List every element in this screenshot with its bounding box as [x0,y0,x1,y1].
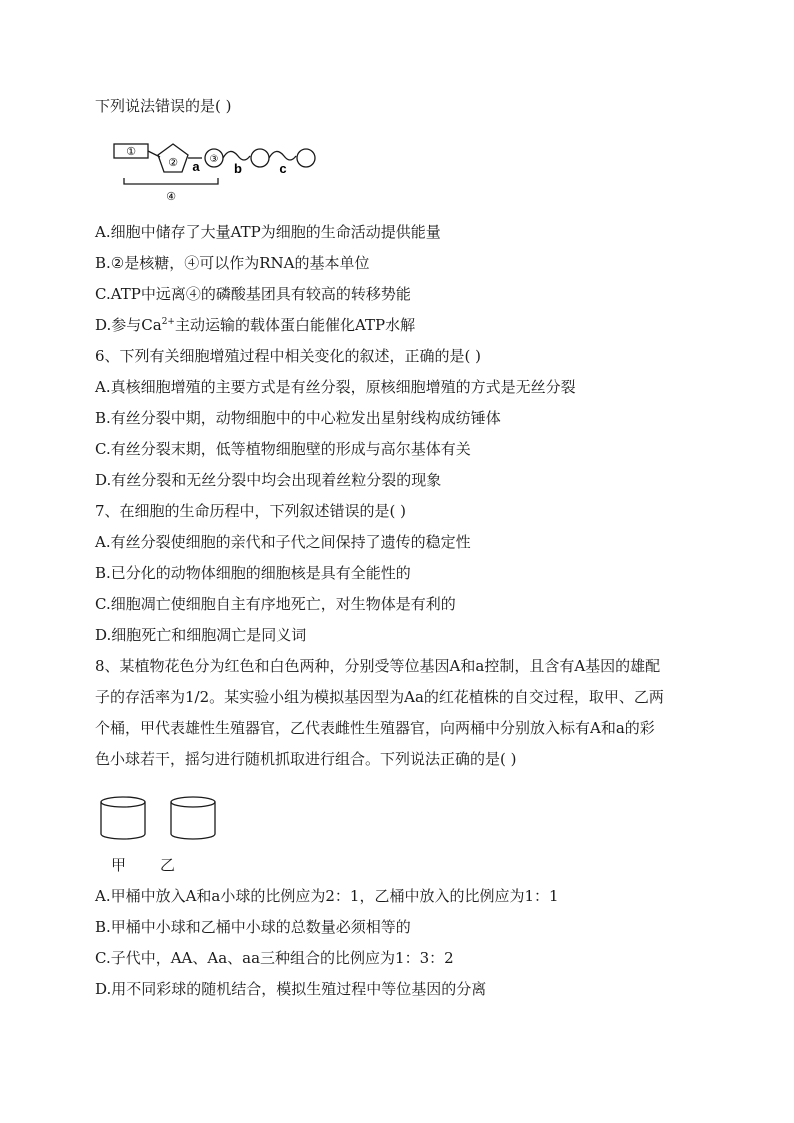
phosphate-circle-2 [251,149,269,167]
q7-option-a: A.有丝分裂使细胞的亲代和子代之间保持了遗传的稳定性 [95,533,471,551]
label-b: b [234,161,242,176]
label-1: ① [126,146,136,158]
q8-stem-line-1: 8、某植物花色分为红色和白色两种，分别受等位基因A和a控制，且含有A基因的雄配 [95,657,661,675]
q5-option-d-sup: 2+ [161,317,175,327]
label-c: c [279,161,287,176]
q7-option-c: C.细胞凋亡使细胞自主有序地死亡，对生物体是有利的 [95,595,456,613]
atp-structure-figure [110,138,320,208]
q5-option-d-pre: D.参与Ca [95,316,162,334]
phosphate-circle-3 [297,149,315,167]
q6-option-a: A.真核细胞增殖的主要方式是有丝分裂，原核细胞增殖的方式是无丝分裂 [95,378,576,396]
q7-option-d: D.细胞死亡和细胞凋亡是同义词 [95,626,307,644]
q7-option-b: B.已分化的动物体细胞的细胞核是具有全能性的 [95,564,411,582]
q7-stem: 7、在细胞的生命历程中，下列叙述错误的是( ) [95,502,407,520]
q5-stem: 下列说法错误的是( ) [95,97,232,115]
q6-stem: 6、下列有关细胞增殖过程中相关变化的叙述，正确的是( ) [95,347,482,365]
q8-stem-line-4: 色小球若干，摇匀进行随机抓取进行组合。下列说法正确的是( ) [95,750,517,768]
q8-option-c: C.子代中，AA、Aa、aa三种组合的比例应为1：3：2 [95,949,454,967]
q8-stem-line-2: 子的存活率为1/2。某实验小组为模拟基因型为Aa的红花植株的自交过程，取甲、乙两 [95,688,664,706]
q5-option-a: A.细胞中储存了大量ATP为细胞的生命活动提供能量 [95,223,441,241]
q6-option-c: C.有丝分裂末期，低等植物细胞壁的形成与高尔基体有关 [95,440,471,458]
buckets-figure [95,792,225,852]
q5-option-b: B.②是核糖，④可以作为RNA的基本单位 [95,254,370,272]
label-3: ③ [209,154,219,165]
q5-option-c: C.ATP中远离④的磷酸基团具有较高的转移势能 [95,285,411,303]
label-2: ② [168,157,178,169]
label-4: ④ [166,191,176,203]
q8-option-b: B.甲桶中小球和乙桶中小球的总数量必须相等的 [95,918,411,936]
q5-option-d-post: 主动运输的载体蛋白能催化ATP水解 [174,316,416,334]
q8-stem-line-3: 个桶，甲代表雄性生殖器官，乙代表雌性生殖器官，向两桶中分别放入标有A和a的彩 [95,719,655,737]
q6-option-b: B.有丝分裂中期，动物细胞中的中心粒发出星射线构成纺锤体 [95,409,501,427]
q8-option-a: A.甲桶中放入A和a小球的比例应为2：1，乙桶中放入的比例应为1：1 [95,887,559,905]
q8-option-d: D.用不同彩球的随机结合，模拟生殖过程中等位基因的分离 [95,980,487,998]
bucket-label-jia: 甲 [111,856,127,874]
label-a: a [192,159,200,174]
q5-option-d [95,315,415,335]
q6-option-d: D.有丝分裂和无丝分裂中均会出现着丝粒分裂的现象 [95,471,442,489]
bucket-label-yi: 乙 [160,856,176,874]
